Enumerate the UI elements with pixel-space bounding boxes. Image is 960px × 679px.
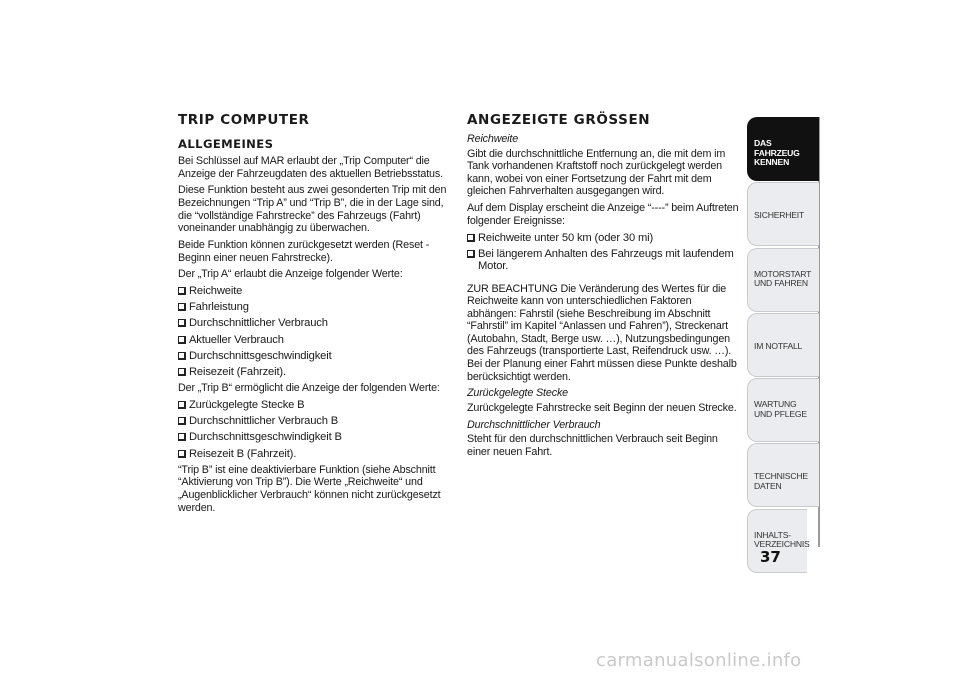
right-column bbox=[467, 113, 739, 463]
left-column bbox=[178, 113, 450, 518]
list-item: Zurückgelegte Stecke B bbox=[178, 399, 450, 412]
bullet-icon bbox=[178, 433, 186, 441]
paragraph: Auf dem Display erscheint die Anzeige “----” beim Auftreten folgender Ereignisse: bbox=[467, 202, 739, 227]
list-item: Aktueller Verbrauch bbox=[178, 334, 450, 347]
paragraph: Beide Funktion können zurückgesetzt werden (Reset - Beginn einer neuen Fahrstrecke). bbox=[178, 238, 430, 264]
list-item: Reisezeit (Fahrzeit). bbox=[178, 366, 450, 379]
paragraph: “Trip B” ist eine deaktivierbare Funktion (siehe Abschnitt “Aktivierung von Trip B”). Die Werte „Reichweite“ und „Augenblicklicher Verbrauch“ können nicht zurückgesetzt werden. bbox=[178, 463, 441, 514]
term-heading: Durchschnittlicher Verbrauch bbox=[467, 418, 601, 431]
paragraph: Bei Schlüssel auf MAR erlaubt der „Trip Computer“ die Anzeige der Fahrzeugdaten des aktuellen Betriebsstatus. bbox=[178, 155, 443, 180]
section-title: ANGEZEIGTE GRÖSSEN bbox=[467, 112, 651, 128]
tab-inhaltsverzeichnis[interactable]: INHALTS-VERZEICHNIS bbox=[747, 509, 807, 573]
tab-im-notfall[interactable]: IM NOTFALL bbox=[747, 313, 819, 377]
paragraph: Der „Trip A“ erlaubt die Anzeige folgender Werte: bbox=[178, 268, 403, 281]
events-list bbox=[467, 232, 739, 273]
bullet-icon bbox=[178, 401, 186, 409]
list-item: Durchschnittlicher Verbrauch B bbox=[178, 415, 450, 428]
term-heading: Reichweite bbox=[467, 133, 519, 145]
bullet-icon bbox=[467, 250, 475, 258]
bullet-icon bbox=[178, 287, 186, 295]
tab-wartung-und-pflege[interactable]: WARTUNG UND PFLEGE bbox=[747, 378, 819, 442]
bullet-icon bbox=[178, 303, 186, 311]
note-paragraph: ZUR BEACHTUNG Die Veränderung des Wertes für die Reichweite kann von unterschiedlichen Faktoren abhängen: Fahrstil (siehe Beschreibung im Abschnitt “Fahrstil” im Kapitel “Anlassen und Fahren”), Streckenart (Autobahn, Stadt, Berge usw. …), Nutzungsbedingungen des Fahrzeugs (transportierte Last, Reifendruck usw. …). Bei der Planung einer Fahrt müssen diese Punkte deshalb berücksichtigt werden. bbox=[467, 282, 737, 383]
page-number: 37 bbox=[760, 548, 781, 566]
bullet-icon bbox=[467, 234, 475, 242]
list-item: Reichweite bbox=[178, 285, 450, 298]
subsection-title: ALLGEMEINES bbox=[178, 137, 274, 151]
trip-a-list bbox=[178, 285, 450, 379]
section-title: TRIP COMPUTER bbox=[178, 112, 310, 128]
tab-motorstart-und-fahren[interactable]: MOTORSTART UND FAHREN bbox=[747, 248, 819, 312]
bullet-icon bbox=[178, 450, 186, 458]
list-item: Reichweite unter 50 km (oder 30 mi) bbox=[467, 232, 739, 245]
paragraph: Der „Trip B“ ermöglicht die Anzeige der folgenden Werte: bbox=[178, 382, 440, 395]
tab-sicherheit[interactable]: SICHERHEIT bbox=[747, 182, 819, 246]
paragraph: Diese Funktion besteht aus zwei gesonderten Trip mit den Bezeichnungen “Trip A” und “Trip B”, die in der Lage sind, die “vollständige Fahrstrecke” des Fahrzeugs (Fahrt) voneinander unabhängig zu überwachen. bbox=[178, 184, 447, 235]
list-item: Bei längerem Anhalten des Fahrzeugs mit laufendem Motor. bbox=[467, 248, 739, 273]
bullet-icon bbox=[178, 336, 186, 344]
watermark: carmanualsonline.info bbox=[596, 650, 802, 671]
bullet-icon bbox=[178, 368, 186, 376]
trip-b-list bbox=[178, 399, 450, 460]
term-heading: Zurückgelegte Stecke bbox=[467, 387, 569, 400]
paragraph: Zurückgelegte Fahrstrecke seit Beginn der neuen Strecke. bbox=[467, 402, 737, 415]
bullet-icon bbox=[178, 352, 186, 360]
paragraph: Steht für den durchschnittlichen Verbrauch seit Beginn einer neuen Fahrt. bbox=[467, 433, 718, 458]
bullet-icon bbox=[178, 319, 186, 327]
bullet-icon bbox=[178, 417, 186, 425]
list-item: Durchschnittsgeschwindigkeit B bbox=[178, 431, 450, 444]
paragraph: Gibt die durchschnittliche Entfernung an, die mit dem im Tank vorhandenen Kraftstoff noch zurückgelegt werden kann, wobei von einer Fortsetzung der Fahrt mit dem gleichen Fahrverhalten ausgegangen wird. bbox=[467, 147, 726, 198]
list-item: Durchschnittsgeschwindigkeit bbox=[178, 350, 450, 363]
tab-das-fahrzeug-kennen[interactable]: DAS FAHRZEUG KENNEN bbox=[747, 117, 819, 181]
list-item: Fahrleistung bbox=[178, 301, 450, 314]
list-item: Reisezeit B (Fahrzeit). bbox=[178, 448, 450, 461]
list-item: Durchschnittlicher Verbrauch bbox=[178, 317, 450, 330]
chapter-tabs bbox=[747, 117, 819, 574]
tab-technische-daten[interactable]: TECHNISCHE DATEN bbox=[747, 443, 819, 507]
